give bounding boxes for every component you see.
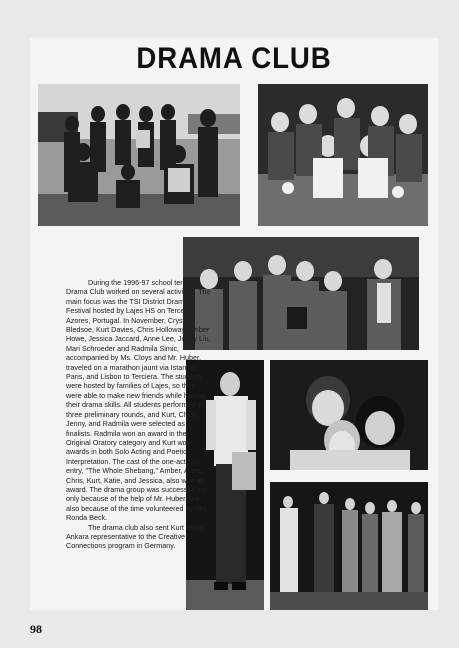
- photo-group-outdoor: [38, 84, 240, 226]
- page-title: DRAMA CLUB: [136, 42, 332, 75]
- article-body: [66, 278, 212, 551]
- article-paragraph-2: The drama club also sent Kurt as an Ankara representative to the Creative Connections program in Germany.: [66, 522, 204, 551]
- photo-cast-bow: [270, 482, 428, 610]
- photo-two-girls: [270, 360, 428, 470]
- photo-group-dinner: [258, 84, 428, 226]
- yearbook-page: [30, 38, 438, 610]
- page-number: 98: [30, 622, 42, 636]
- photo-group-awards: [183, 237, 419, 350]
- article-paragraph-1: During the 1996-97 school term the Drama Club worked on several activities. The main focus was the TSI District Drama Festival hosted by Lajes HS on Terceira-Azores, Portugal. In November, Crystal Bledsoe, Kurt Davies, Chris Holloway, Amber Howe, Jessica Jaccard, Anne Lee, Jenny Liu, Mari Schroeder and Radmila Simic, accompanied by Ms. Cloys and Mr. Huber, traveled on a marathon jaunt via Istanbul, Paris, and Lisbon to Terciera. The students were hosted by families of Lajes, so they were able to make new friends while honing their drama skills. All students performed in three preliminary rounds, and Kurt, Chris, Jenny, and Radmila were selected as finalists. Radmila won an award in the Original Oratory category and Kurt won awards in both Solo Acting and Poetic Interpretation. The cast of the one-act play entry, "The Whole Shebang," Amber, Anne, Chris, Kurt, Katie, and Jessica, also won an award. The drama group was successful not only because of the help of Mr. Huber, but also because of the time volunteered by Mrs. Ronda Beck.: [66, 278, 211, 523]
